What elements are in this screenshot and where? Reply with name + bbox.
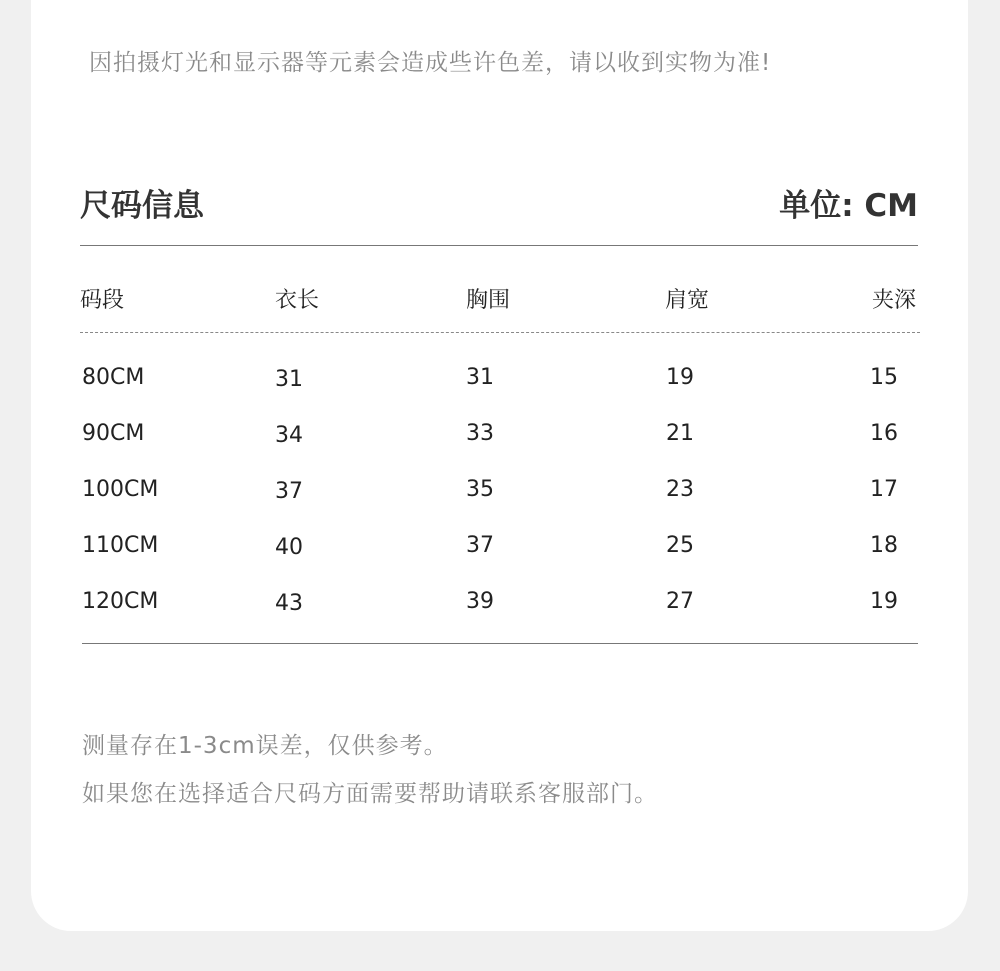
table-cell: 31 (466, 365, 494, 390)
table-cell: 90CM (82, 421, 145, 446)
table-cell: 37 (275, 479, 303, 504)
table-cell: 35 (466, 477, 494, 502)
table-bottom-rule (82, 643, 918, 644)
color-difference-note: 因拍摄灯光和显示器等元素会造成些许色差，请以收到实物为准! (89, 50, 772, 76)
table-cell: 37 (466, 533, 494, 558)
customer-service-note: 如果您在选择适合尺码方面需要帮助请联系客服部门。 (82, 781, 658, 807)
table-cell: 110CM (82, 533, 159, 558)
measurement-error-note: 测量存在1-3cm误差，仅供参考。 (82, 733, 448, 759)
table-cell: 120CM (82, 589, 159, 614)
table-cell: 100CM (82, 477, 159, 502)
table-cell: 33 (466, 421, 494, 446)
table-cell: 23 (666, 477, 694, 502)
table-cell: 27 (666, 589, 694, 614)
table-cell: 43 (275, 591, 303, 616)
header-divider (80, 332, 920, 333)
table-cell: 21 (666, 421, 694, 446)
table-cell: 40 (275, 535, 303, 560)
table-cell: 18 (870, 533, 898, 558)
header-armhole: 夹深 (871, 288, 916, 313)
header-chest: 胸围 (466, 288, 511, 313)
header-shoulder: 肩宽 (665, 288, 710, 313)
table-cell: 80CM (82, 365, 145, 390)
table-cell: 17 (870, 477, 898, 502)
table-cell: 25 (666, 533, 694, 558)
table-cell: 19 (666, 365, 694, 390)
table-cell: 39 (466, 589, 494, 614)
table-cell: 34 (275, 423, 303, 448)
table-cell: 15 (870, 365, 898, 390)
table-cell: 16 (870, 421, 898, 446)
header-size: 码段 (80, 288, 125, 313)
table-top-rule (80, 245, 918, 246)
header-length: 衣长 (275, 288, 320, 313)
unit-label: 单位: CM (779, 188, 918, 224)
section-title: 尺码信息 (80, 188, 204, 224)
table-cell: 19 (870, 589, 898, 614)
table-cell: 31 (275, 367, 303, 392)
